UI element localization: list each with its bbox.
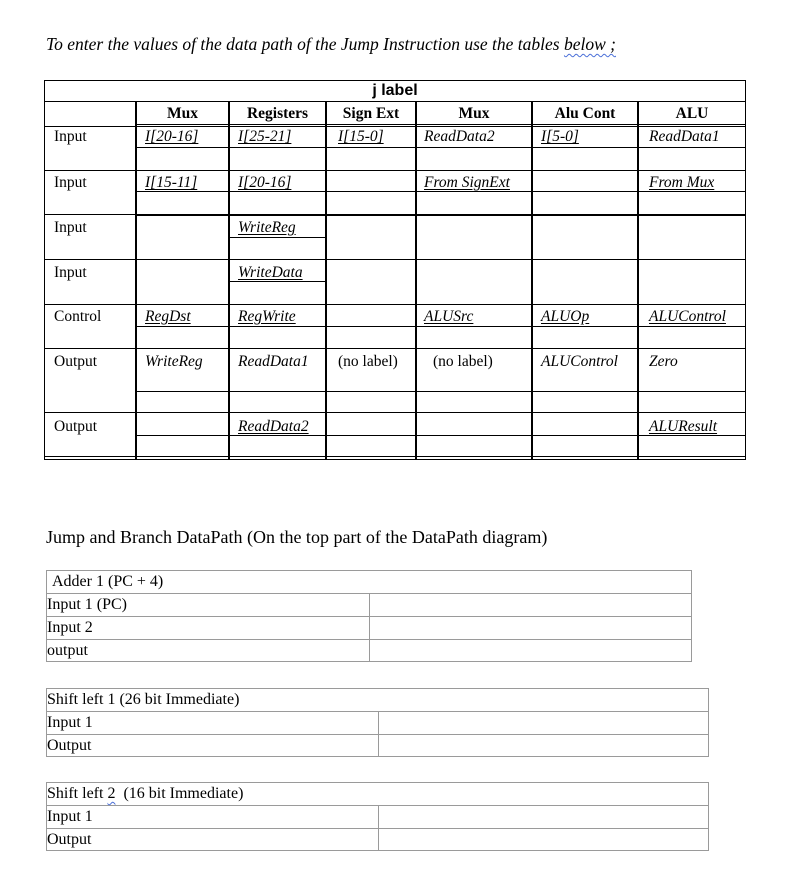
- intro-main: To enter the values of the data path of the Jump Instruction use the tables: [46, 34, 564, 54]
- shift2-row-label: Input 1: [47, 808, 93, 825]
- rule: [637, 101, 639, 459]
- cell-reg-in2: I[20-16]: [238, 174, 292, 191]
- cell-signext-in1: I[15-0]: [338, 128, 384, 145]
- cell-reg-writereg: WriteReg: [238, 219, 296, 236]
- rule: [378, 711, 379, 756]
- rule: [531, 101, 533, 459]
- row-label: Output: [54, 418, 98, 435]
- adder-table: [46, 570, 692, 662]
- row-label: Control: [54, 308, 102, 325]
- header-sign-ext: Sign Ext: [342, 105, 400, 122]
- cell-alu-in2: From Mux: [649, 174, 715, 191]
- adder-row-label: output: [47, 642, 88, 659]
- rule: [378, 805, 379, 850]
- cell-alu-in1: ReadData1: [649, 128, 720, 145]
- rule: [45, 126, 745, 127]
- shift1-row-label: Output: [47, 737, 92, 754]
- header-mux-2: Mux: [458, 105, 490, 122]
- shift1-row-label: Input 1: [47, 714, 93, 731]
- cell-out-readdata2: ReadData2: [238, 418, 309, 435]
- cell-out-readdata1: ReadData1: [238, 353, 309, 370]
- cell-control-alucontrol: ALUControl: [649, 308, 726, 325]
- cell-alucont-in1: I[5-0]: [541, 128, 579, 145]
- cell-control-aluop: ALUOp: [541, 308, 590, 325]
- cell-mux1-in1: I[20-16]: [145, 128, 199, 145]
- rule: [45, 456, 745, 457]
- intro-tail: below ;: [563, 34, 616, 54]
- adder-row-label: Input 1 (PC): [47, 596, 127, 613]
- rule: [228, 101, 230, 459]
- header-alu: ALU: [675, 105, 709, 122]
- shift-left-1-table: [46, 688, 709, 757]
- header-mux-1: Mux: [167, 105, 198, 122]
- row-label: Output: [54, 353, 98, 370]
- cell-out-writereg: WriteReg: [145, 353, 203, 370]
- shift2-title-post: (16 bit Immediate): [115, 785, 244, 802]
- rule: [415, 101, 417, 459]
- row-label: Input: [54, 174, 87, 191]
- cell-out-alucontrol: ALUControl: [541, 353, 618, 370]
- rule: [45, 412, 745, 413]
- cell-mux2-in1: ReadData2: [424, 128, 495, 145]
- intro-text: [46, 34, 616, 55]
- rule: [135, 101, 137, 459]
- cell-reg-writedata: WriteData: [238, 264, 303, 281]
- cell-control-regdst: RegDst: [145, 308, 191, 325]
- shift2-title: [47, 784, 243, 804]
- cell-out-mux2: (no label): [433, 353, 493, 370]
- header-alu-cont: Alu Cont: [554, 105, 616, 122]
- cell-mux1-in2: I[15-11]: [145, 174, 198, 191]
- cell-reg-in1: I[25-21]: [238, 128, 292, 145]
- shift2-title-num: 2: [107, 785, 116, 802]
- shift2-row-label: Output: [47, 831, 92, 848]
- adder-title: Adder 1 (PC + 4): [52, 573, 164, 590]
- rule: [45, 304, 745, 305]
- cell-out-zero: Zero: [649, 353, 678, 370]
- row-label: Input: [54, 264, 87, 281]
- rule: [369, 593, 370, 661]
- shift1-title: Shift left 1 (26 bit Immediate): [47, 691, 240, 708]
- table-title: j label: [372, 82, 418, 99]
- cell-out-aluresult: ALUResult: [649, 418, 718, 435]
- rule: [325, 101, 327, 459]
- rule: [230, 237, 325, 238]
- cell-mux2-in2: From SignExt: [424, 174, 510, 191]
- cell-control-regwrite: RegWrite: [238, 308, 296, 325]
- row-label: Input: [54, 219, 87, 236]
- section-heading: Jump and Branch DataPath (On the top part of the DataPath diagram): [46, 527, 548, 547]
- shift2-title-pre: Shift left: [47, 785, 108, 802]
- cell-out-signext: (no label): [338, 353, 398, 370]
- jump-datapath-table: [44, 80, 746, 460]
- row-label: Input: [54, 128, 87, 145]
- header-registers: Registers: [246, 105, 309, 122]
- shift-left-2-table: [46, 782, 709, 851]
- cell-control-alusrc: ALUSrc: [424, 308, 474, 325]
- rule: [45, 348, 745, 349]
- rule: [45, 101, 745, 102]
- adder-row-label: Input 2: [47, 619, 93, 636]
- rule: [45, 170, 745, 171]
- rule: [45, 259, 745, 260]
